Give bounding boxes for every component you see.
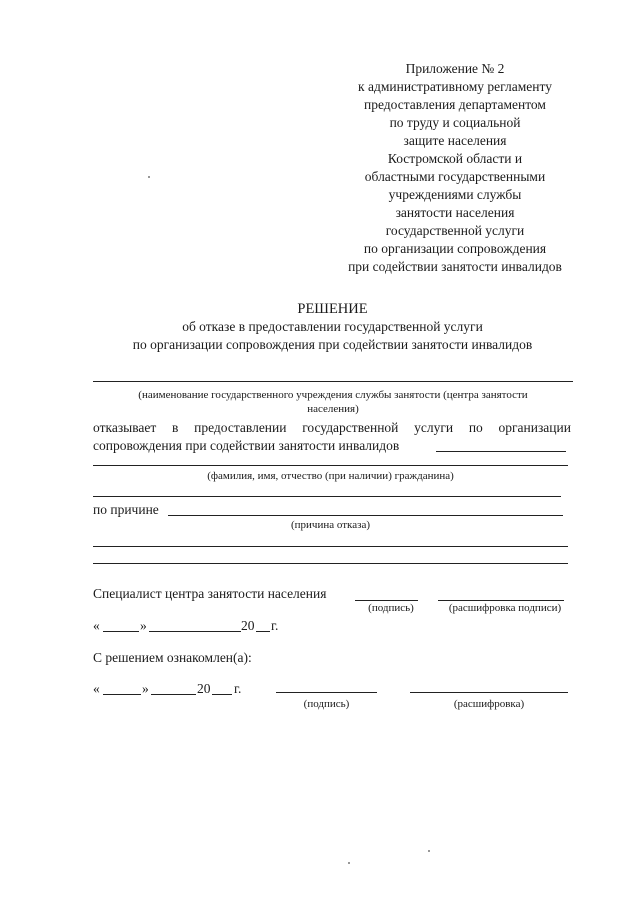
date-year-field[interactable] (212, 694, 232, 695)
reason-continuation-line[interactable] (93, 563, 568, 564)
scan-speck (428, 850, 430, 852)
date-year-field[interactable] (256, 631, 270, 632)
reason-continuation-line[interactable] (93, 546, 568, 547)
word: услуги (414, 420, 454, 435)
refuses-text-line2: сопровождения при содействии занятости инвалидов (93, 438, 400, 453)
scan-speck (348, 862, 350, 864)
citizen-name-field[interactable] (93, 465, 568, 466)
year-prefix: 20 (241, 618, 255, 633)
document-subtitle-line2: по организации сопровождения при содействии занятости инвалидов (132, 337, 533, 352)
word: отказывает (93, 420, 157, 435)
date-day-field[interactable] (103, 631, 139, 632)
word: государственной (302, 420, 399, 435)
refuses-blank[interactable] (436, 451, 566, 452)
appendix-line: по организации сопровождения (363, 241, 547, 256)
date-open-quote: « (93, 681, 100, 696)
specialist-label: Специалист центра занятости населения (93, 586, 327, 601)
appendix-line: по труду и социальной (389, 115, 521, 130)
date-close-quote: » (142, 681, 149, 696)
date-open-quote: « (93, 618, 100, 633)
appendix-line: государственной услуги (385, 223, 525, 238)
date-month-field[interactable] (151, 694, 196, 695)
reason-field[interactable] (168, 515, 563, 516)
institution-caption: (наименование государственного учреждения службы занятости (центра занятости (138, 389, 528, 401)
appendix-line: к административному регламенту (358, 79, 552, 94)
word: в (172, 420, 179, 435)
specialist-signature-caption: (подпись) (368, 602, 414, 614)
scan-speck (148, 176, 150, 178)
document-title: РЕШЕНИЕ (297, 301, 368, 317)
date-month-field[interactable] (149, 631, 241, 632)
appendix-line: при содействии занятости инвалидов (348, 259, 562, 274)
word: организации (498, 420, 571, 435)
year-prefix: 20 (197, 681, 211, 696)
acknowledge-label: С решением ознакомлен(а): (93, 650, 252, 665)
refuses-text-line1 (93, 419, 571, 437)
acknowledge-signature-caption: (подпись) (303, 698, 350, 710)
appendix-line: Костромской области и (387, 151, 523, 166)
appendix-line: предоставления департаментом (364, 97, 546, 112)
institution-caption-cont: населения) (307, 403, 359, 415)
acknowledge-decoding-field[interactable] (410, 692, 568, 693)
document-subtitle-line1: об отказе в предоставлении государственной услуги (182, 319, 483, 334)
date-close-quote: » (140, 618, 147, 633)
institution-field[interactable] (93, 381, 573, 382)
citizen-caption: (фамилия, имя, отчество (при наличии) гражданина) (207, 470, 454, 482)
year-suffix: г. (234, 681, 242, 696)
reason-caption: (причина отказа) (291, 519, 370, 531)
appendix-line: областными государственными (364, 169, 546, 184)
blank-line[interactable] (93, 496, 561, 497)
reason-label: по причине (93, 502, 159, 517)
date-day-field[interactable] (103, 694, 141, 695)
year-suffix: г. (271, 618, 279, 633)
word: предоставлении (194, 420, 287, 435)
word: по (468, 420, 483, 435)
appendix-line: занятости населения (395, 205, 515, 220)
specialist-decoding-caption: (расшифровка подписи) (448, 602, 562, 614)
appendix-line: учреждениями службы (388, 187, 522, 202)
appendix-line: защите населения (403, 133, 507, 148)
acknowledge-decoding-caption: (расшифровка) (453, 698, 525, 710)
appendix-line: Приложение № 2 (405, 61, 505, 76)
acknowledge-signature-field[interactable] (276, 692, 377, 693)
